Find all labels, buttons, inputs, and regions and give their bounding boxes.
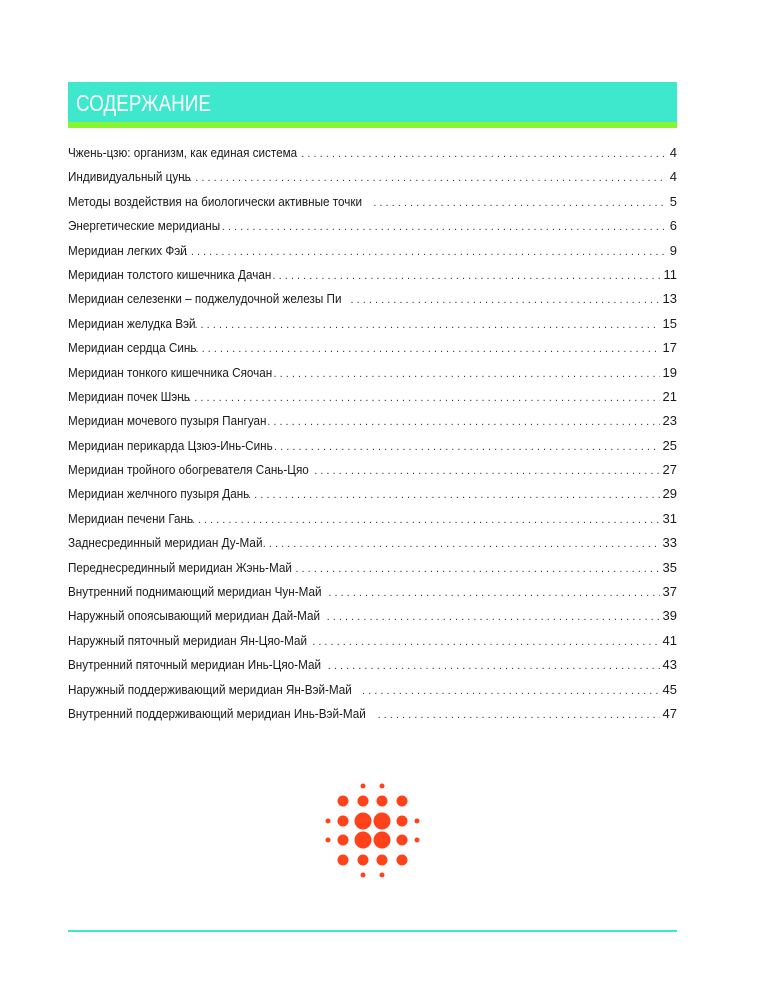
toc-entry-page: 25	[662, 437, 677, 453]
toc-entry-page: 19	[662, 364, 677, 380]
toc-entry-page: 39	[662, 608, 677, 624]
ornament-dot	[338, 835, 349, 846]
toc-entry-page: 5	[669, 193, 677, 209]
ornament-dot	[358, 796, 369, 807]
toc-entry-title: Внутренний поддерживающий меридиан Инь-Вэй-Май	[68, 705, 366, 721]
toc-entry-page: 13	[662, 291, 677, 307]
toc-entry-title: Внутренний пяточный меридиан Инь-Цяо-Май	[68, 657, 321, 673]
toc-entry-title: Чжень-цзю: организм, как единая система	[68, 145, 298, 160]
ornament-dot	[326, 819, 331, 824]
toc-entry-page: 41	[662, 632, 677, 648]
toc-entry-title: Наружный опоясывающий меридиан Дай-Май	[68, 608, 321, 624]
toc-entry-title: Меридиан тройного обогревателя Сань-Цяо	[68, 462, 309, 478]
toc-entry-title: Переднесрединный меридиан Жэнь-Май	[68, 559, 292, 575]
toc-entry-page: 43	[662, 657, 677, 673]
toc-entry-title: Меридиан желчного пузыря Дань	[68, 486, 250, 502]
ornament-dot	[338, 855, 349, 866]
toc-entry-page: 21	[662, 388, 677, 404]
toc-entry-title: Наружный поддерживающий меридиан Ян-Вэй-Май	[68, 681, 352, 697]
toc-entry-title: Заднесрединный меридиан Ду-Май	[68, 535, 263, 551]
ornament-dot	[361, 873, 366, 878]
toc-entry-title: Внутренний поднимающий меридиан Чун-Май	[68, 584, 322, 600]
ornament-dot	[338, 816, 349, 827]
ornament-dot	[397, 816, 408, 827]
toc-entry-page: 15	[662, 315, 677, 331]
ornament-dot	[380, 784, 385, 789]
toc-entry-page: 45	[662, 681, 677, 697]
footer-divider	[68, 930, 677, 932]
toc-entry-page: 4	[669, 145, 677, 160]
toc-entry-title: Энергетические меридианы	[68, 218, 221, 234]
ornament-dot	[415, 838, 420, 843]
ornament-dot	[355, 832, 372, 849]
toc-entry-title: Наружный пяточный меридиан Ян-Цяо-Май	[68, 632, 308, 648]
ornament-dot	[377, 855, 388, 866]
ornament-dot	[355, 813, 372, 830]
toc-entry-title: Меридиан тонкого кишечника Сяочан	[68, 364, 273, 380]
ornament-dot	[361, 784, 366, 789]
toc-entry-page: 47	[662, 705, 677, 721]
ornament-dot	[397, 796, 408, 807]
ornament-dot	[380, 873, 385, 878]
ornament-dot	[374, 832, 391, 849]
toc-entry-page: 31	[662, 510, 677, 526]
toc-entry-page: 4	[669, 169, 677, 185]
toc-entry-title: Меридиан толстого кишечника Дачан	[68, 266, 272, 282]
toc-entry-page: 17	[662, 340, 677, 356]
ornament-dot	[397, 835, 408, 846]
toc-entry-title: Меридиан мочевого пузыря Пангуан	[68, 413, 267, 429]
toc-entry-page: 11	[663, 266, 677, 282]
toc-entry-title: Меридиан легких Фэй	[68, 242, 187, 258]
toc-entry-page: 37	[662, 584, 677, 600]
toc-entry-page: 23	[662, 413, 677, 429]
ornament-dot	[326, 838, 331, 843]
ornament-dot	[415, 819, 420, 824]
toc-entry-title: Индивидуальный цунь	[68, 169, 191, 185]
toc-entry-title: Методы воздействия на биологически активные точки	[68, 193, 363, 209]
toc-entry-page: 6	[669, 218, 677, 234]
toc-entry-title: Меридиан селезенки – поджелудочной железы Пи	[68, 291, 342, 307]
ornament-dot	[338, 796, 349, 807]
toc-entry-title: Меридиан перикарда Цзюэ-Инь-Синь	[68, 437, 273, 453]
ornament-dot	[358, 855, 369, 866]
toc-entry-title: Меридиан печени Гань	[68, 510, 194, 526]
ornament-dot	[397, 855, 408, 866]
toc-entry-page: 33	[662, 535, 677, 551]
toc-entry-page: 35	[662, 559, 677, 575]
toc-entry-title: Меридиан желудка Вэй	[68, 315, 196, 331]
toc-entry-page: 29	[662, 486, 677, 502]
toc-entry-title: Меридиан сердца Синь	[68, 340, 197, 356]
toc-entry-page: 9	[669, 242, 677, 258]
page-title: СОДЕРЖАНИЕ	[76, 90, 211, 116]
toc-entry-title: Меридиан почек Шэнь	[68, 388, 190, 404]
toc-entry-page: 27	[662, 462, 677, 478]
ornament-dot	[377, 796, 388, 807]
ornament-dot	[374, 813, 391, 830]
